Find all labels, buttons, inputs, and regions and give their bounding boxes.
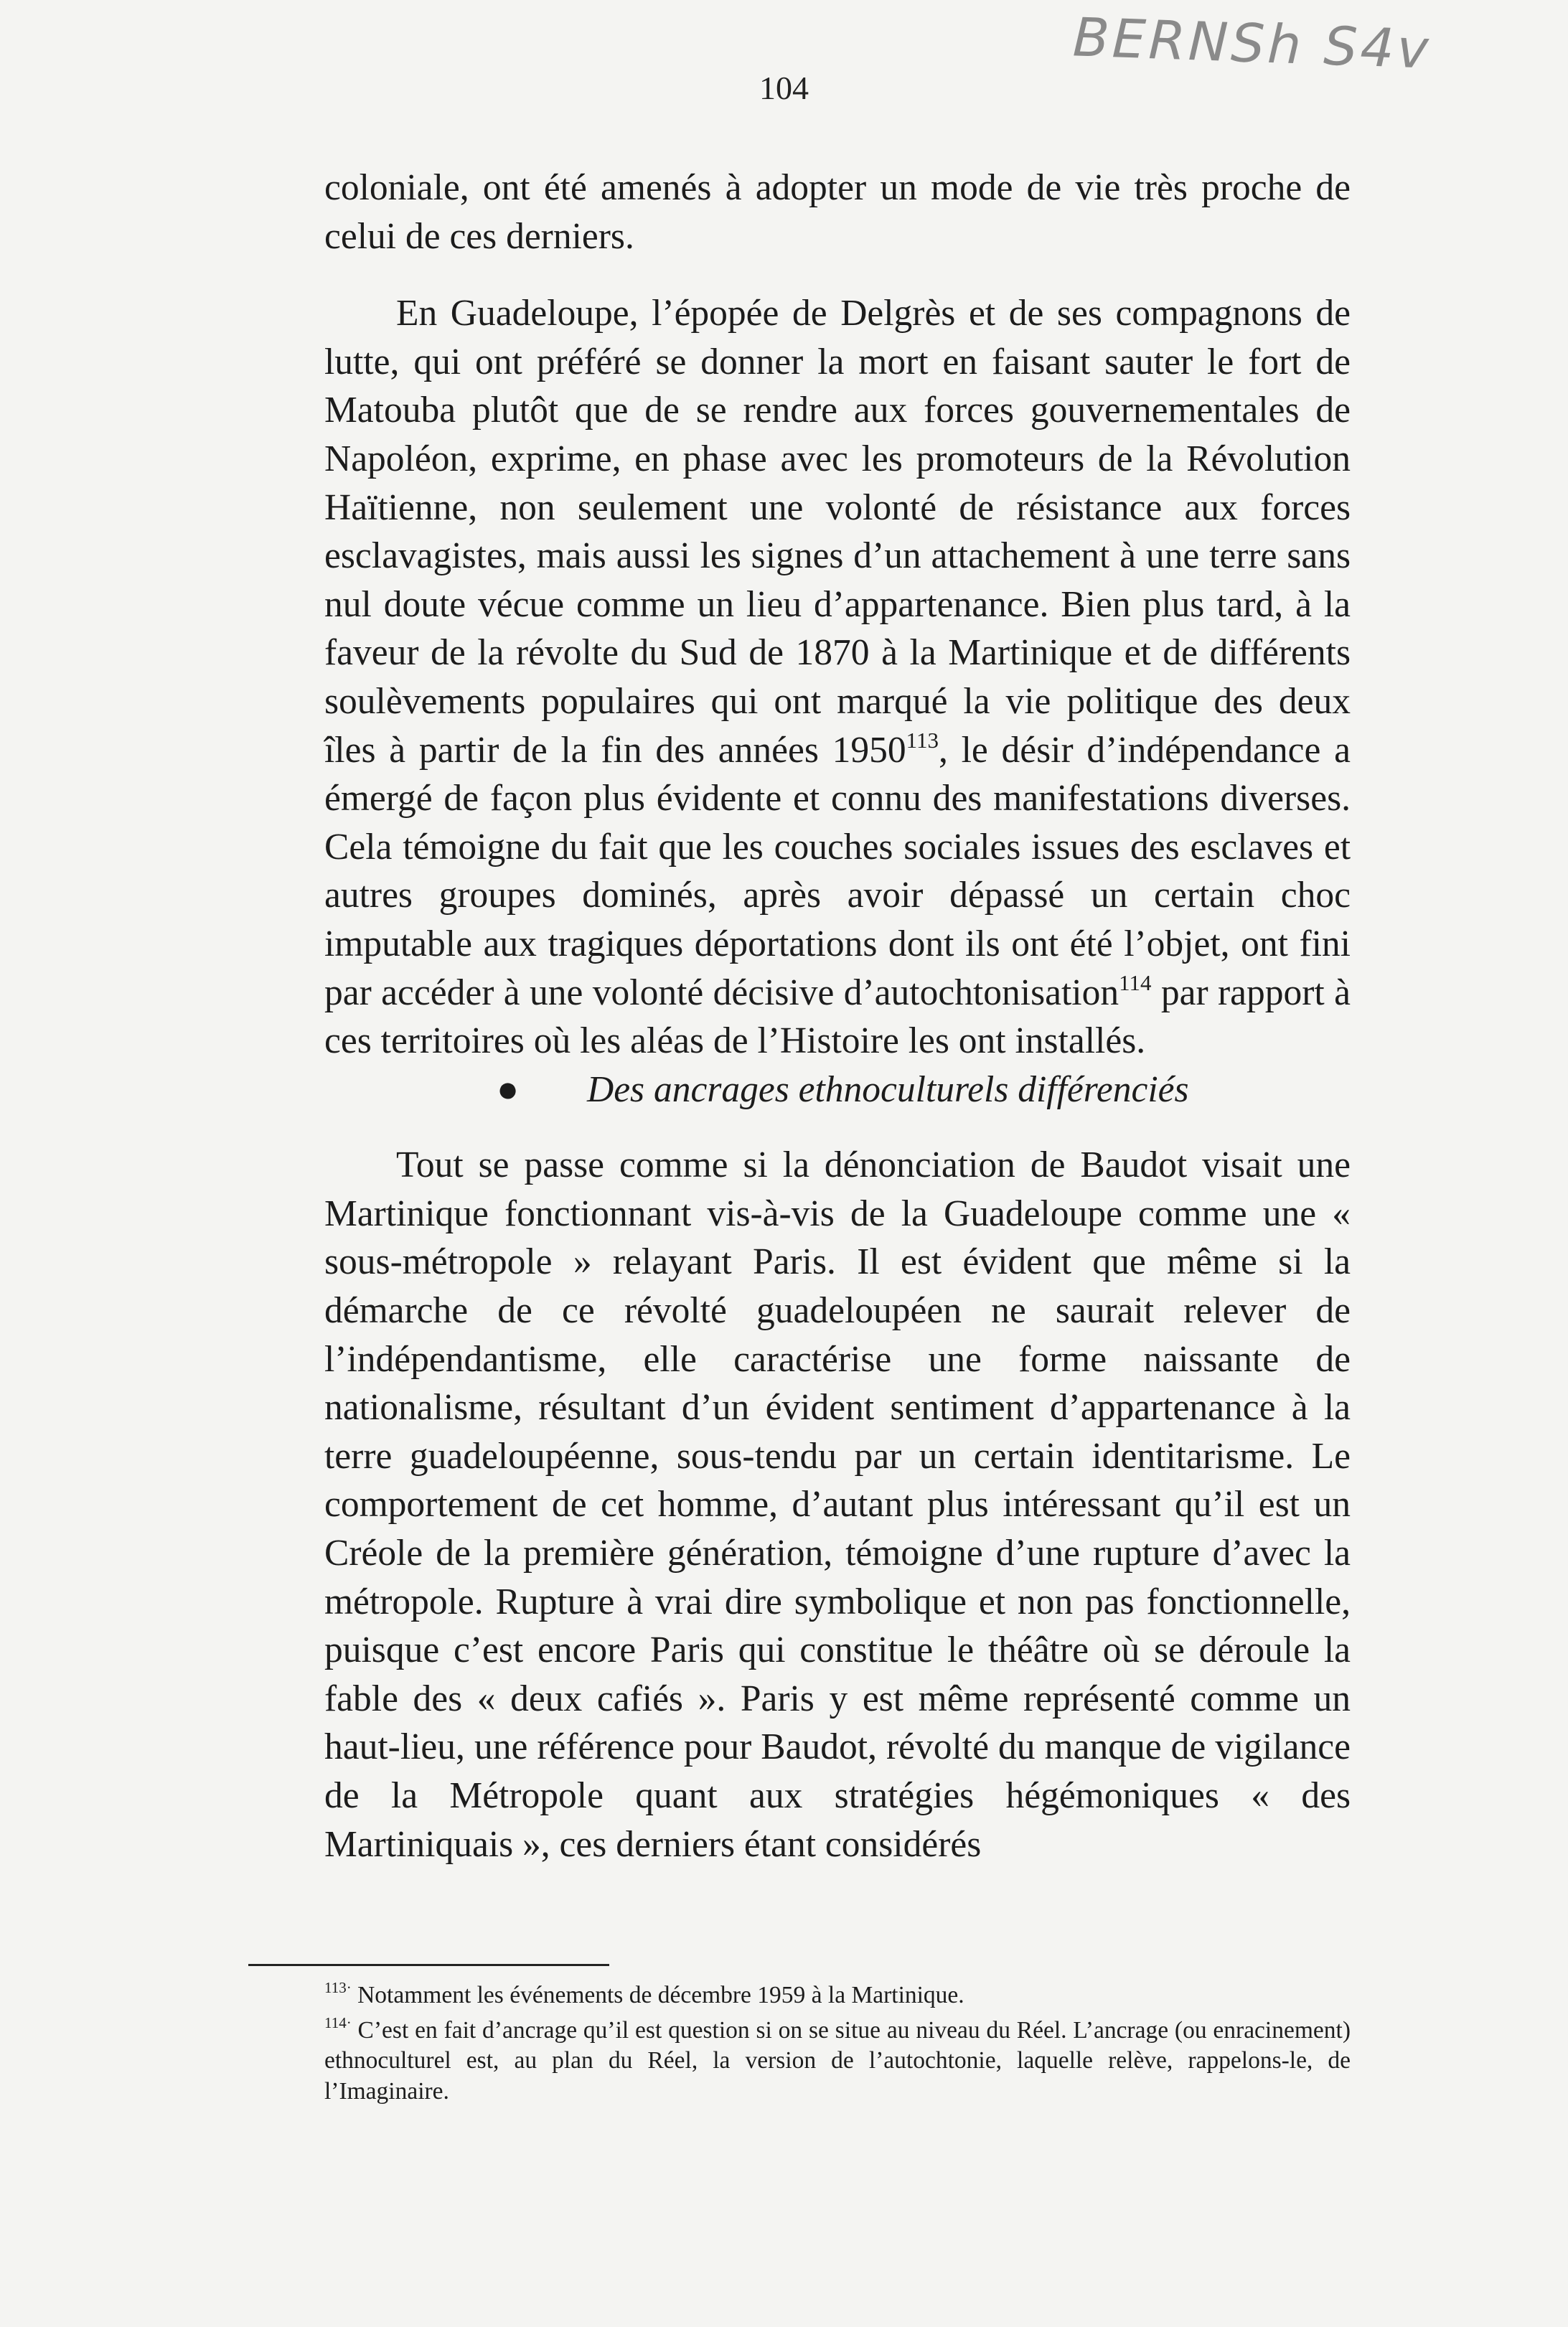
section-heading xyxy=(324,1066,1351,1114)
archive-handwritten-mark: BERNSh S4v xyxy=(1071,6,1432,81)
page-number: 104 xyxy=(759,70,809,106)
footnote-ref-113[interactable]: 113 xyxy=(906,727,939,753)
paragraph-1: coloniale, ont été amenés à adopter un mode de vie très proche de celui de ces derniers. xyxy=(324,167,1351,257)
footnote-mark-113: 113· xyxy=(324,1979,352,1996)
paragraph-2-part-a: En Guadeloupe, l’épopée de Delgrès et de ses compagnons de lutte, qui ont préféré se donner la mort en faisant sauter le fort de Matouba plutôt que de se rendre aux forces gouvernementales de Napoléon, exprime, en phase avec les promoteurs de la Révolution Haïtienne, non seulement une volonté de résistance aux forces esclavagistes, mais aussi les signes d’un attachement à une terre sans nul doute vécue comme un lieu d’appartenance. Bien plus tard, à la faveur de la révolte du Sud de 1870 à la Martinique et de différents soulèvements populaires qui ont marqué la vie politique des deux îles à partir de la fin des années 1950 xyxy=(324,293,1351,771)
footnotes xyxy=(324,1980,1351,2111)
footnote-114 xyxy=(324,2013,1351,2107)
section-heading-text: Des ancrages ethnoculturels différenciés xyxy=(587,1068,1189,1110)
footnote-113 xyxy=(324,1980,1351,2011)
footnote-text-113: Notamment les événements de décembre 1959 à la Martinique. xyxy=(351,1982,964,2008)
footnote-mark-114: 114· xyxy=(324,2013,352,2031)
footnote-text-114: C’est en fait d’ancrage qu’il est question si on se situe au niveau du Réel. L’ancrage (ou enracinement) ethnoculturel est, au plan du Réel, la version de l’autochtonie, laquelle relève, rappelons-le, de l’Imaginaire. xyxy=(324,2016,1351,2105)
body-text xyxy=(324,164,1351,1868)
footnote-ref-114[interactable]: 114 xyxy=(1119,969,1152,995)
footnote-separator xyxy=(248,1964,609,1966)
paragraph-2 xyxy=(324,289,1351,1066)
paragraph-2-part-b: , le désir d’indépendance a émergé de façon plus évidente et connu des manifestations diverses. Cela témoigne du fait que les couches sociales issues des esclaves et autres groupes dominés, après avoir dépassé un certain choc imputable aux tragiques déportations dont ils ont été l’objet, ont fini par accéder à une volonté décisive d’autochtonisation xyxy=(324,729,1351,1013)
paragraph-3: Tout se passe comme si la dénonciation de Baudot visait une Martinique fonctionnant vis-à-vis de la Guadeloupe comme une « sous-métropole » relayant Paris. Il est évident que même si la démarche de ce révolté guadeloupéen ne saurait relever de l’indépendantisme, elle caractérise une forme naissante de nationalisme, résultant d’un évident sentiment d’appartenance à la terre guadeloupéenne, sous-tendu par un certain identitarisme. Le comportement de cet homme, d’autant plus intéressant qu’il est un Créole de la première génération, témoigne d’une rupture d’avec la métropole. Rupture à vrai dire symbolique et non pas fonctionnelle, puisque c’est encore Paris qui constitue le théâtre où se déroule la fable des « deux cafiés ». Paris y est même représenté comme un haut-lieu, une référence pour Baudot, révolté du manque de vigilance de la Métropole quant aux stratégies hégémoniques « des Martiniquais », ces derniers étant considérés xyxy=(324,1144,1351,1865)
bullet-icon: ● xyxy=(497,1068,520,1110)
paragraph-2-part-c: par rapport à ces territoires où les aléas de l’Histoire les ont installés. xyxy=(324,972,1351,1062)
